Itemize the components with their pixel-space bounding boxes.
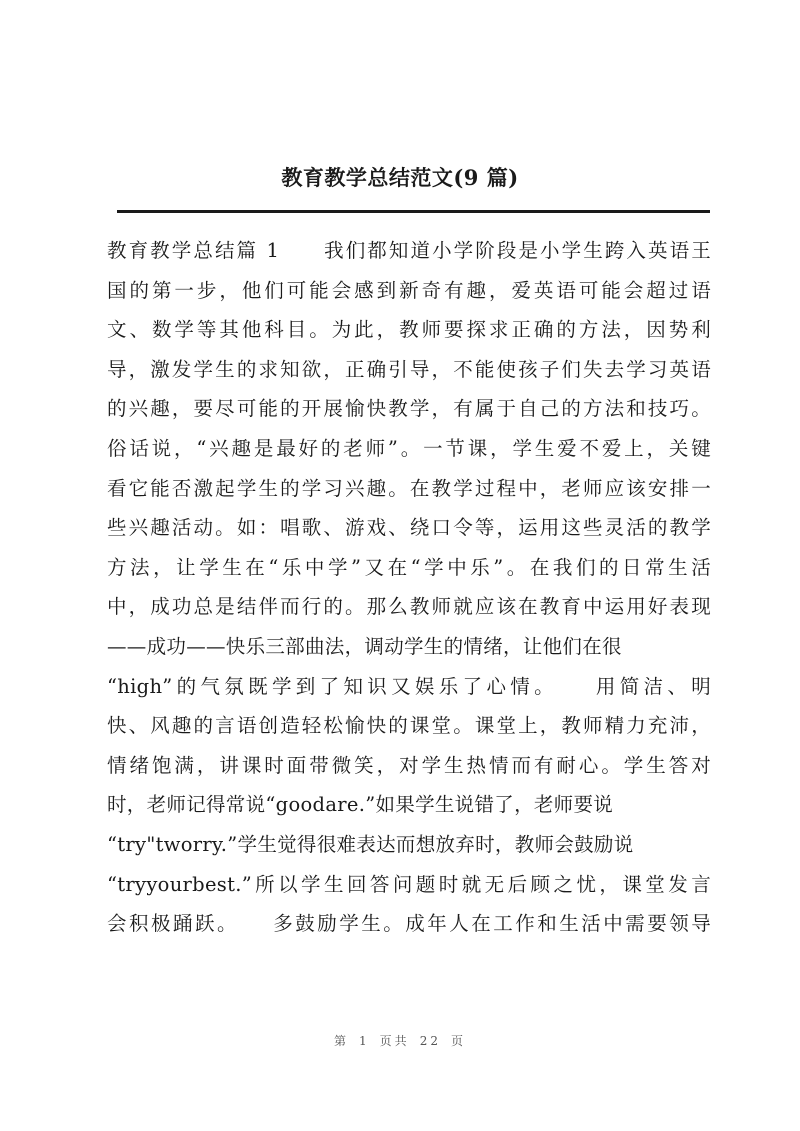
body-line: ——成功——快乐三部曲法，调动学生的情绪，让他们在很 xyxy=(107,634,622,658)
body-line: 情绪饱满，讲课时面带微笑，对学生热情而有耐心。学生答对 xyxy=(107,753,711,777)
document-body xyxy=(107,231,711,944)
body-line: 看它能否激起学生的学习兴趣。在教学过程中，老师应该安排一 xyxy=(107,476,711,500)
footer-middle: 页共 xyxy=(379,1034,410,1048)
body-line: 些兴趣活动。如：唱歌、游戏、绕口令等，运用这些灵活的教学 xyxy=(107,516,711,540)
footer-page-number: 1 xyxy=(359,1034,370,1048)
body-line: 中，成功总是结伴而行的。那么教师就应该在教育中运用好表现 xyxy=(107,595,711,619)
footer-suffix: 页 xyxy=(450,1034,466,1048)
page-footer xyxy=(0,1032,800,1049)
document-title: 教育教学总结范文(9 篇) xyxy=(281,165,519,190)
body-line: 方法，让学生在“乐中学”又在“学中乐”。在我们的日常生活 xyxy=(107,555,711,579)
footer-total-pages: 22 xyxy=(419,1034,441,1048)
body-line: 时，老师记得常说“goodare.”如果学生说错了，老师要说 xyxy=(107,793,614,817)
title-underline xyxy=(117,210,710,213)
body-line: 国的第一步，他们可能会感到新奇有趣，爱英语可能会超过语 xyxy=(107,278,711,302)
body-line: “high”的气氛既学到了知识又娱乐了心情。 用简洁、明 xyxy=(107,674,711,698)
body-line: 文、数学等其他科目。为此，教师要探求正确的方法，因势利 xyxy=(107,318,711,342)
body-line: “tryyourbest.”所以学生回答问题时就无后顾之忧，课堂发言 xyxy=(107,872,711,896)
body-line: “try"tworry.”学生觉得很难表达而想放弃时，教师会鼓励说 xyxy=(107,832,634,856)
body-line: 快、风趣的言语创造轻松愉快的课堂。课堂上，教师精力充沛， xyxy=(107,714,711,738)
body-line: 教育教学总结篇 1 我们都知道小学阶段是小学生跨入英语王 xyxy=(107,239,711,262)
body-line: 导，激发学生的求知欲，正确引导，不能使孩子们失去学习英语 xyxy=(107,357,711,381)
body-line: 会积极踊跃。 多鼓励学生。成年人在工作和生活中需要领导 xyxy=(107,912,711,936)
footer-prefix: 第 xyxy=(334,1034,350,1048)
body-line: 俗话说，“兴趣是最好的老师”。一节课，学生爱不爱上，关键 xyxy=(107,436,711,460)
body-line: 的兴趣，要尽可能的开展愉快教学，有属于自己的方法和技巧。 xyxy=(107,397,711,421)
